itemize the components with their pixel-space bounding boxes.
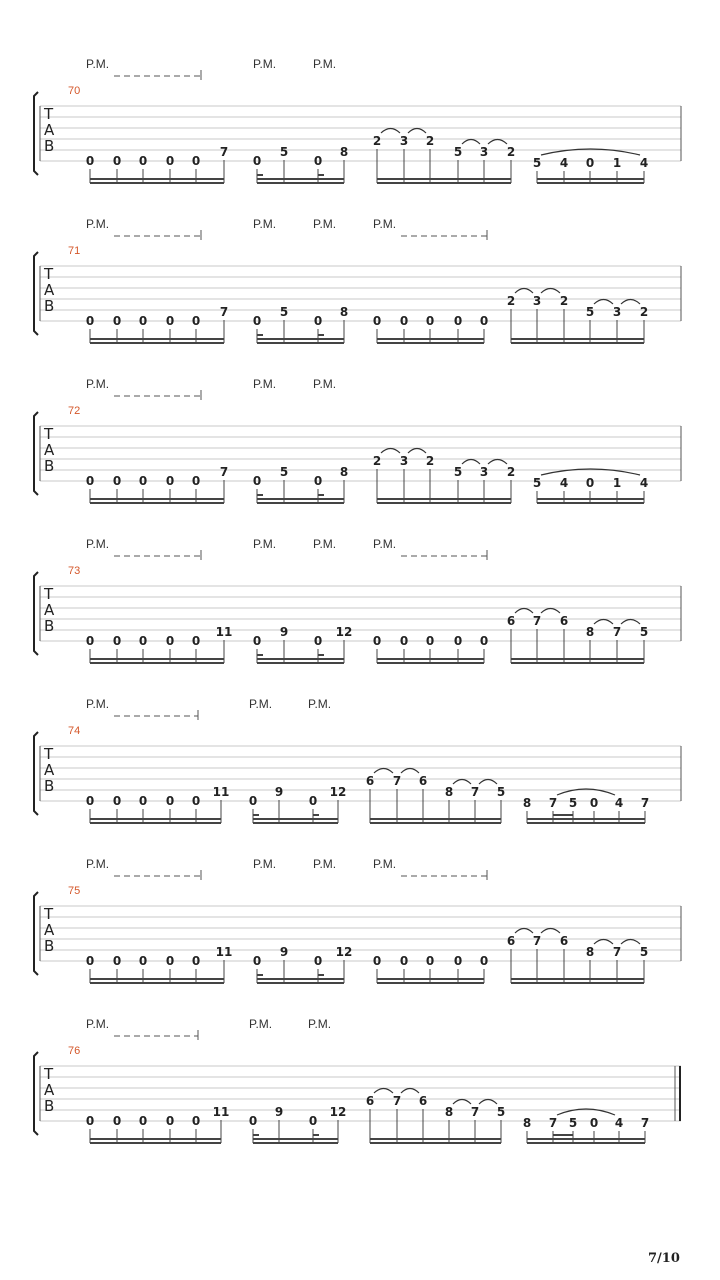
fret-number: 4 xyxy=(559,476,569,490)
note-group xyxy=(253,145,348,183)
fret-number: 5 xyxy=(496,785,506,799)
palm-mute-label: P.M. xyxy=(249,1017,273,1031)
tab-clef-letter: B xyxy=(44,617,55,635)
palm-mute-label: P.M. xyxy=(253,217,277,231)
fret-number: 1 xyxy=(612,156,622,170)
slur xyxy=(408,449,426,454)
fret-number: 0 xyxy=(252,474,262,488)
fret-number: 0 xyxy=(191,634,201,648)
fret-number: 2 xyxy=(506,145,516,159)
note-group xyxy=(373,634,488,663)
tab-clef-letter: T xyxy=(44,425,54,443)
fret-number: 5 xyxy=(279,145,289,159)
fret-number: 5 xyxy=(279,305,289,319)
note-group xyxy=(507,609,648,664)
fret-number: 8 xyxy=(522,796,532,810)
fret-number: 3 xyxy=(532,294,542,308)
fret-number: 0 xyxy=(248,1114,258,1128)
fret-number: 5 xyxy=(453,145,463,159)
tab-clef-letter: T xyxy=(44,265,54,283)
fret-number: 0 xyxy=(85,474,95,488)
fret-number: 7 xyxy=(470,1105,480,1119)
palm-mute-label: P.M. xyxy=(253,57,277,71)
note-group xyxy=(86,465,228,503)
fret-number: 0 xyxy=(248,794,258,808)
fret-number: 0 xyxy=(453,314,463,328)
palm-mute-label: P.M. xyxy=(373,537,397,551)
fret-number: 3 xyxy=(612,305,622,319)
fret-number: 8 xyxy=(522,1116,532,1130)
palm-mute-label: P.M. xyxy=(86,697,110,711)
fret-number: 0 xyxy=(112,1114,122,1128)
fret-number: 0 xyxy=(313,634,323,648)
tab-clef-letter: B xyxy=(44,297,55,315)
fret-number: 0 xyxy=(191,314,201,328)
slur xyxy=(381,449,400,454)
fret-number: 11 xyxy=(212,1105,230,1119)
slur xyxy=(515,929,533,934)
fret-number: 6 xyxy=(365,774,375,788)
tab-clef-letter: A xyxy=(44,121,55,139)
fret-number: 8 xyxy=(339,465,349,479)
fret-number: 0 xyxy=(138,1114,148,1128)
palm-mute-row xyxy=(86,537,487,560)
tab-clef-letter: B xyxy=(44,937,55,955)
tab-system-70 xyxy=(34,57,681,183)
slur xyxy=(594,940,613,945)
fret-number: 6 xyxy=(559,614,569,628)
measure-number: 70 xyxy=(68,85,81,97)
fret-number: 12 xyxy=(329,785,347,799)
fret-number: 2 xyxy=(506,294,516,308)
slur xyxy=(408,129,426,134)
fret-number: 4 xyxy=(614,796,624,810)
slur xyxy=(488,460,507,465)
fret-number: 0 xyxy=(372,954,382,968)
slur xyxy=(515,609,533,614)
palm-mute-label: P.M. xyxy=(86,217,110,231)
fret-number: 0 xyxy=(85,314,95,328)
note-group xyxy=(253,625,353,663)
palm-mute-label: P.M. xyxy=(313,377,337,391)
fret-number: 0 xyxy=(479,314,489,328)
tab-clef-letter: B xyxy=(44,777,55,795)
note-group xyxy=(86,145,228,183)
fret-number: 0 xyxy=(138,794,148,808)
measure-number: 71 xyxy=(68,245,81,257)
fret-number: 2 xyxy=(372,454,382,468)
fret-number: 8 xyxy=(339,145,349,159)
measure-number: 72 xyxy=(68,405,81,417)
palm-mute-label: P.M. xyxy=(313,537,337,551)
slur xyxy=(621,300,640,305)
tab-clef-letter: T xyxy=(44,745,54,763)
fret-number: 9 xyxy=(279,625,289,639)
tab-system-73 xyxy=(34,537,681,663)
fret-number: 0 xyxy=(399,314,409,328)
fret-number: 3 xyxy=(399,134,409,148)
fret-number: 3 xyxy=(479,465,489,479)
fret-number: 0 xyxy=(589,1116,599,1130)
tab-clef-letter: A xyxy=(44,601,55,619)
fret-number: 2 xyxy=(506,465,516,479)
slur xyxy=(453,1100,471,1105)
tab-clef-letter: A xyxy=(44,921,55,939)
fret-number: 5 xyxy=(585,305,595,319)
fret-number: 8 xyxy=(444,785,454,799)
fret-number: 0 xyxy=(252,954,262,968)
fret-number: 0 xyxy=(165,154,175,168)
palm-mute-row xyxy=(86,697,331,720)
fret-number: 11 xyxy=(215,625,233,639)
note-group xyxy=(533,469,648,503)
fret-number: 7 xyxy=(219,305,229,319)
fret-number: 0 xyxy=(479,954,489,968)
fret-number: 6 xyxy=(506,934,516,948)
palm-mute-label: P.M. xyxy=(86,1017,110,1031)
fret-number: 0 xyxy=(165,634,175,648)
fret-number: 0 xyxy=(165,794,175,808)
fret-number: 11 xyxy=(212,785,230,799)
system-bracket xyxy=(34,572,38,655)
note-group xyxy=(253,465,348,503)
fret-number: 0 xyxy=(85,634,95,648)
fret-number: 8 xyxy=(444,1105,454,1119)
fret-number: 9 xyxy=(274,1105,284,1119)
note-group xyxy=(86,785,230,823)
slur xyxy=(381,129,400,134)
note-group xyxy=(523,789,649,823)
tab-system-75 xyxy=(34,857,681,983)
slur xyxy=(479,1100,497,1105)
slur xyxy=(374,769,393,774)
palm-mute-label: P.M. xyxy=(313,57,337,71)
fret-number: 5 xyxy=(453,465,463,479)
note-group xyxy=(533,149,648,183)
palm-mute-label: P.M. xyxy=(86,537,110,551)
fret-number: 0 xyxy=(191,154,201,168)
tab-clef-letter: B xyxy=(44,137,55,155)
fret-number: 4 xyxy=(614,1116,624,1130)
fret-number: 5 xyxy=(532,476,542,490)
slur xyxy=(453,780,471,785)
palm-mute-label: P.M. xyxy=(253,857,277,871)
slur xyxy=(488,140,507,145)
fret-number: 0 xyxy=(191,474,201,488)
fret-number: 12 xyxy=(329,1105,347,1119)
slur xyxy=(515,289,533,294)
slur xyxy=(594,300,613,305)
slur xyxy=(541,929,560,934)
fret-number: 0 xyxy=(112,154,122,168)
tab-clef-letter: B xyxy=(44,1097,55,1115)
fret-number: 0 xyxy=(112,314,122,328)
fret-number: 3 xyxy=(479,145,489,159)
note-group xyxy=(373,954,488,983)
palm-mute-label: P.M. xyxy=(308,1017,332,1031)
note-group xyxy=(507,929,648,984)
fret-number: 7 xyxy=(219,465,229,479)
fret-number: 5 xyxy=(639,945,649,959)
note-group xyxy=(523,1109,649,1143)
fret-number: 0 xyxy=(112,794,122,808)
note-group xyxy=(373,314,488,343)
fret-number: 5 xyxy=(532,156,542,170)
palm-mute-row xyxy=(86,1017,331,1040)
palm-mute-row xyxy=(86,217,487,240)
slur xyxy=(401,769,419,774)
measure-number: 75 xyxy=(68,885,81,897)
tab-clef-letter: A xyxy=(44,1081,55,1099)
fret-number: 7 xyxy=(392,774,402,788)
system-bracket xyxy=(34,412,38,495)
fret-number: 0 xyxy=(308,1114,318,1128)
fret-number: 0 xyxy=(372,314,382,328)
fret-number: 0 xyxy=(138,154,148,168)
measure-number: 74 xyxy=(68,725,81,737)
fret-number: 5 xyxy=(568,796,578,810)
fret-number: 0 xyxy=(191,1114,201,1128)
tab-system-71 xyxy=(34,217,681,343)
note-group xyxy=(86,305,228,343)
palm-mute-label: P.M. xyxy=(253,537,277,551)
tab-system-76 xyxy=(34,1017,681,1143)
system-bracket xyxy=(34,732,38,815)
fret-number: 0 xyxy=(313,314,323,328)
palm-mute-label: P.M. xyxy=(86,857,110,871)
palm-mute-row xyxy=(86,857,487,880)
fret-number: 0 xyxy=(313,954,323,968)
fret-number: 0 xyxy=(308,794,318,808)
tab-clef-letter: T xyxy=(44,1065,54,1083)
tab-clef-letter: T xyxy=(44,905,54,923)
fret-number: 7 xyxy=(548,1116,558,1130)
fret-number: 0 xyxy=(453,954,463,968)
fret-number: 11 xyxy=(215,945,233,959)
palm-mute-row xyxy=(86,57,336,80)
slur xyxy=(401,1089,419,1094)
slur xyxy=(374,1089,393,1094)
measure-number: 73 xyxy=(68,565,81,577)
fret-number: 2 xyxy=(425,454,435,468)
note-group xyxy=(373,449,515,504)
fret-number: 0 xyxy=(372,634,382,648)
fret-number: 6 xyxy=(418,774,428,788)
fret-number: 5 xyxy=(568,1116,578,1130)
fret-number: 7 xyxy=(640,796,650,810)
palm-mute-label: P.M. xyxy=(313,217,337,231)
tab-clef-letter: B xyxy=(44,457,55,475)
fret-number: 0 xyxy=(112,474,122,488)
fret-number: 8 xyxy=(339,305,349,319)
fret-number: 0 xyxy=(85,794,95,808)
staff-systems xyxy=(34,57,681,1143)
fret-number: 12 xyxy=(335,945,353,959)
note-group xyxy=(373,129,515,184)
fret-number: 2 xyxy=(559,294,569,308)
fret-number: 7 xyxy=(392,1094,402,1108)
palm-mute-label: P.M. xyxy=(373,217,397,231)
palm-mute-label: P.M. xyxy=(313,857,337,871)
fret-number: 0 xyxy=(85,954,95,968)
fret-number: 1 xyxy=(612,476,622,490)
fret-number: 3 xyxy=(399,454,409,468)
fret-number: 5 xyxy=(639,625,649,639)
fret-number: 8 xyxy=(585,625,595,639)
fret-number: 0 xyxy=(85,1114,95,1128)
fret-number: 9 xyxy=(279,945,289,959)
fret-number: 0 xyxy=(138,954,148,968)
fret-number: 2 xyxy=(425,134,435,148)
fret-number: 0 xyxy=(138,634,148,648)
system-bracket xyxy=(34,892,38,975)
palm-mute-label: P.M. xyxy=(308,697,332,711)
fret-number: 0 xyxy=(313,474,323,488)
slur xyxy=(541,289,560,294)
fret-number: 0 xyxy=(399,634,409,648)
fret-number: 0 xyxy=(138,474,148,488)
fret-number: 0 xyxy=(112,954,122,968)
fret-number: 0 xyxy=(425,314,435,328)
fret-number: 0 xyxy=(85,154,95,168)
slur xyxy=(541,609,560,614)
fret-number: 0 xyxy=(165,1114,175,1128)
palm-mute-label: P.M. xyxy=(249,697,273,711)
fret-number: 8 xyxy=(585,945,595,959)
system-bracket xyxy=(34,92,38,175)
fret-number: 0 xyxy=(453,634,463,648)
measure-number: 76 xyxy=(68,1045,81,1057)
tab-system-74 xyxy=(34,697,681,823)
slur xyxy=(621,940,640,945)
note-group xyxy=(253,945,353,983)
fret-number: 0 xyxy=(399,954,409,968)
fret-number: 0 xyxy=(191,954,201,968)
slur xyxy=(621,620,640,625)
note-group xyxy=(86,1105,230,1143)
fret-number: 0 xyxy=(252,154,262,168)
tab-clef-letter: A xyxy=(44,281,55,299)
fret-number: 0 xyxy=(252,634,262,648)
fret-number: 5 xyxy=(496,1105,506,1119)
fret-number: 7 xyxy=(612,945,622,959)
slur xyxy=(479,780,497,785)
system-bracket xyxy=(34,1052,38,1135)
palm-mute-label: P.M. xyxy=(86,57,110,71)
fret-number: 6 xyxy=(418,1094,428,1108)
tab-clef-letter: T xyxy=(44,585,54,603)
fret-number: 6 xyxy=(559,934,569,948)
fret-number: 4 xyxy=(559,156,569,170)
fret-number: 7 xyxy=(612,625,622,639)
slur xyxy=(462,460,480,465)
page-number: 7/10 xyxy=(648,1251,680,1266)
fret-number: 7 xyxy=(548,796,558,810)
note-group xyxy=(249,1105,347,1143)
tab-clef-letter: A xyxy=(44,441,55,459)
fret-number: 7 xyxy=(640,1116,650,1130)
note-group xyxy=(86,625,233,663)
note-group xyxy=(249,785,347,823)
fret-number: 4 xyxy=(639,156,649,170)
fret-number: 0 xyxy=(138,314,148,328)
fret-number: 0 xyxy=(252,314,262,328)
fret-number: 0 xyxy=(425,634,435,648)
fret-number: 0 xyxy=(425,954,435,968)
fret-number: 5 xyxy=(279,465,289,479)
fret-number: 0 xyxy=(585,476,595,490)
fret-number: 6 xyxy=(365,1094,375,1108)
fret-number: 0 xyxy=(191,794,201,808)
tab-system-72 xyxy=(34,377,681,503)
palm-mute-label: P.M. xyxy=(86,377,110,391)
palm-mute-row xyxy=(86,377,336,400)
fret-number: 0 xyxy=(165,314,175,328)
fret-number: 0 xyxy=(112,634,122,648)
system-bracket xyxy=(34,252,38,335)
fret-number: 0 xyxy=(165,954,175,968)
note-group xyxy=(253,305,348,343)
fret-number: 9 xyxy=(274,785,284,799)
slur xyxy=(462,140,480,145)
palm-mute-label: P.M. xyxy=(253,377,277,391)
tab-clef-letter: T xyxy=(44,105,54,123)
fret-number: 0 xyxy=(585,156,595,170)
slur xyxy=(594,620,613,625)
fret-number: 7 xyxy=(532,614,542,628)
note-group xyxy=(366,1089,505,1144)
note-group xyxy=(507,289,648,344)
tab-clef-letter: A xyxy=(44,761,55,779)
fret-number: 0 xyxy=(589,796,599,810)
fret-number: 0 xyxy=(165,474,175,488)
note-group xyxy=(86,945,233,983)
fret-number: 0 xyxy=(479,634,489,648)
palm-mute-label: P.M. xyxy=(373,857,397,871)
note-group xyxy=(366,769,505,824)
fret-number: 7 xyxy=(532,934,542,948)
fret-number: 2 xyxy=(372,134,382,148)
fret-number: 2 xyxy=(639,305,649,319)
fret-number: 7 xyxy=(470,785,480,799)
fret-number: 0 xyxy=(313,154,323,168)
fret-number: 4 xyxy=(639,476,649,490)
fret-number: 7 xyxy=(219,145,229,159)
fret-number: 12 xyxy=(335,625,353,639)
fret-number: 6 xyxy=(506,614,516,628)
